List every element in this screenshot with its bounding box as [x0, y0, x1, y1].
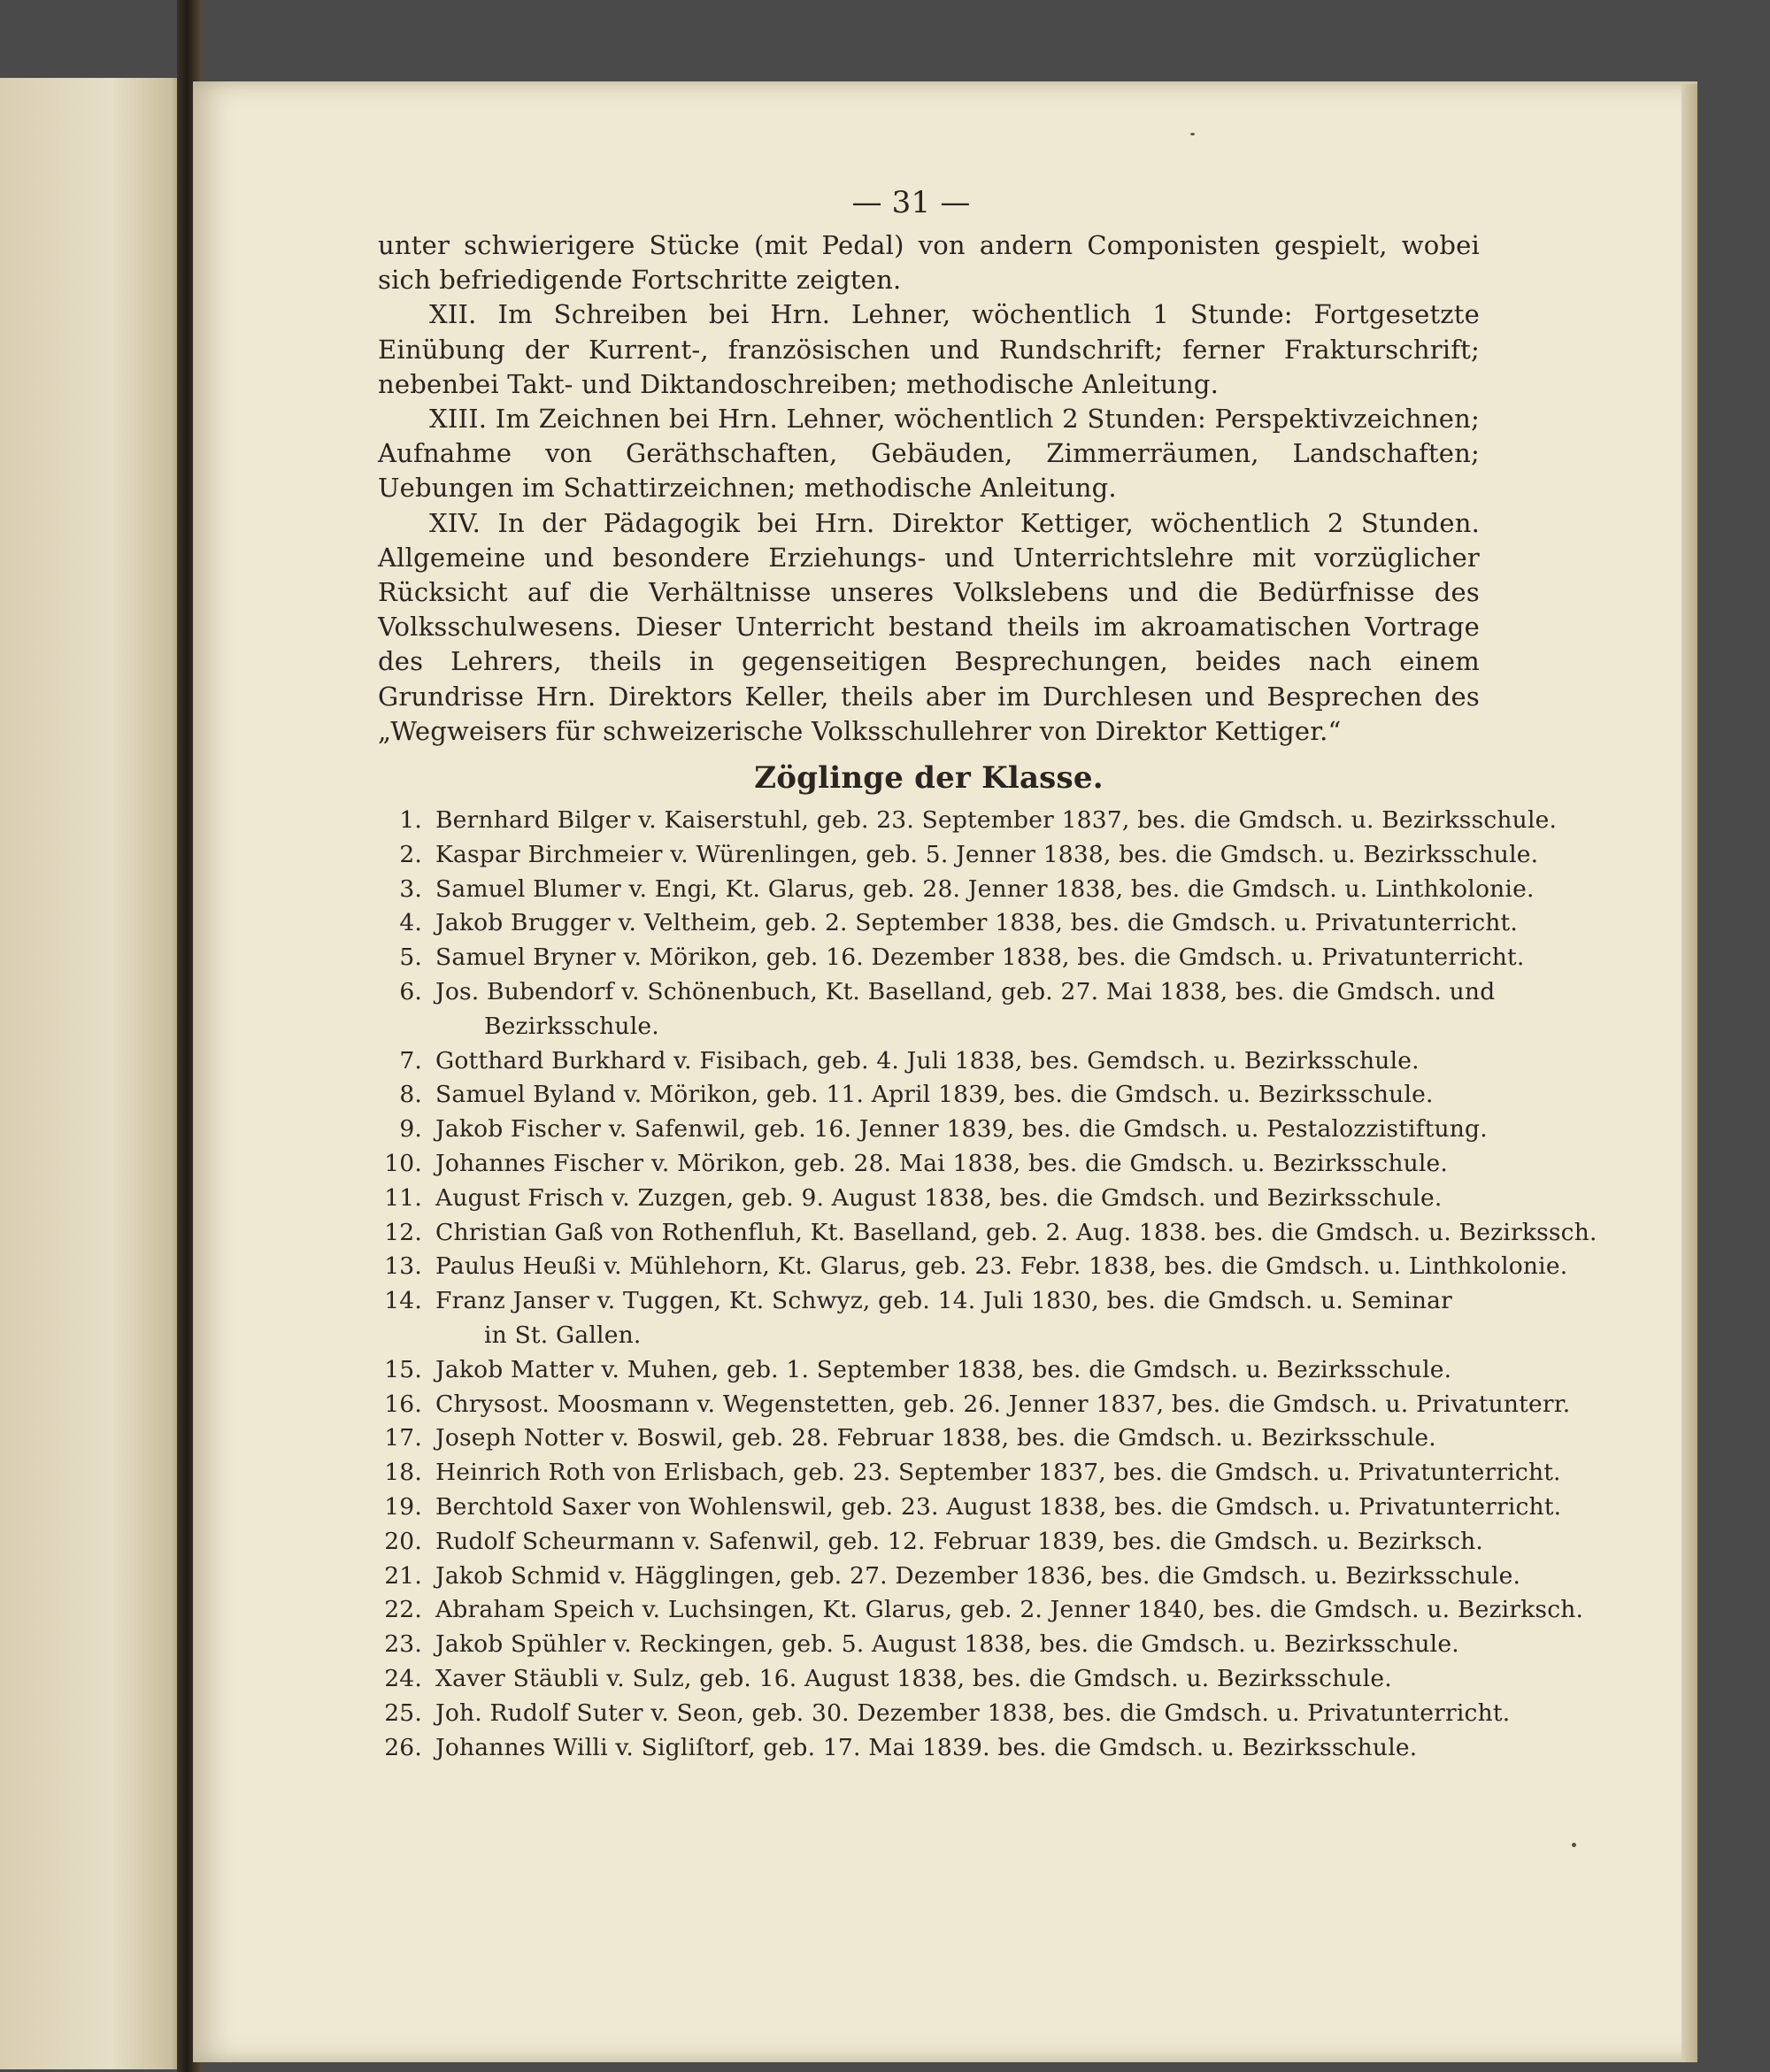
list-item	[378, 1353, 1480, 1388]
list-item-number: 22.	[384, 1596, 422, 1624]
list-item	[378, 1044, 1480, 1079]
list-item-text: Johannes Willi v. Sigliſtorf, geb. 17. Mai 1839. bes. die Gmdsch. u. Bezirksschule.	[435, 1733, 1418, 1761]
list-item-text: Heinrich Roth von Erlisbach, geb. 23. September 1837, bes. die Gmdsch. u. Privatunterricht.	[435, 1459, 1561, 1487]
list-item-number: 26.	[384, 1733, 422, 1761]
paragraph-text: XIII. Im Zeichnen bei Hrn. Lehner, wöchentlich 2 Stunden: Perspektivzeichnen; Aufnahme von Geräthschaften, Gebäuden, Zimmerräumen, Landschaften; Uebungen im Schattirzeichnen; methodische Anleitung.	[378, 404, 1480, 504]
paper-speck	[1572, 1843, 1576, 1847]
list-item-number: 2.	[399, 840, 422, 868]
list-item	[378, 804, 1558, 838]
list-item-text: Joh. Rudolf Suter v. Seon, geb. 30. Dezember 1838, bes. die Gmdsch. u. Privatunterricht.	[435, 1698, 1511, 1727]
list-item-number: 12.	[384, 1218, 422, 1246]
list-item	[378, 1113, 1488, 1147]
left-page-edge	[0, 78, 186, 2069]
list-item-text: Gotthard Burkhard v. Fisibach, geb. 4. Juli 1838, bes. Gemdsch. u. Bezirksschule.	[435, 1046, 1420, 1075]
list-item-text: Samuel Blumer v. Engi, Kt. Glarus, geb. 28. Jenner 1838, bes. die Gmdsch. u. Linthkolonie.	[435, 874, 1535, 903]
list-item	[378, 1421, 1480, 1456]
list-item-text: Abraham Speich v. Luchsingen, Kt. Glarus, geb. 2. Jenner 1840, bes. die Gmdsch. u. Bezirksch.	[435, 1596, 1584, 1624]
list-item-text: Joseph Notter v. Boswil, geb. 28. Februar 1838, bes. die Gmdsch. u. Bezirksschule.	[435, 1424, 1436, 1452]
list-item-number: 24.	[384, 1664, 422, 1692]
list-item	[378, 1662, 1480, 1697]
list-item	[378, 1284, 1480, 1353]
list-item-text: Franz Janser v. Tuggen, Kt. Schwyz, geb. 14. Juli 1830, bes. die Gmdsch. u. Seminar	[435, 1287, 1453, 1315]
list-item	[378, 1078, 1480, 1113]
paragraph-text: unter schwierigere Stücke (mit Pedal) von andern Componisten gespielt, wobei sich befriedigende Fortschritte zeigten.	[378, 230, 1480, 296]
list-item-text: Kaspar Birchmeier v. Würenlingen, geb. 5. Jenner 1838, bes. die Gmdsch. u. Bezirksschule.	[435, 840, 1539, 868]
list-item	[378, 1216, 1597, 1251]
list-item-number: 4.	[399, 909, 422, 937]
list-item-text: Jakob Schmid v. Hägglingen, geb. 27. Dezember 1836, bes. die Gmdsch. u. Bezirksschule.	[435, 1561, 1521, 1590]
list-item-text: Jakob Fischer v. Safenwil, geb. 16. Jenner 1839, bes. die Gmdsch. u. Pestalozzistiftung.	[435, 1115, 1488, 1144]
list-item	[378, 1250, 1568, 1284]
list-item-text: Samuel Bryner v. Mörikon, geb. 16. Dezember 1838, bes. die Gmdsch. u. Privatunterricht.	[435, 944, 1525, 972]
body-paragraphs	[378, 228, 1480, 749]
list-item-text: Chrysost. Moosmann v. Wegenstetten, geb. 26. Jenner 1837, bes. die Gmdsch. u. Privatunterr.	[435, 1390, 1571, 1418]
list-item-number: 5.	[399, 944, 422, 972]
list-item-text: Christian Gaß von Rothenfluh, Kt. Baselland, geb. 2. Aug. 1838. bes. die Gmdsch. u. Bezirkssch.	[435, 1218, 1597, 1246]
list-item	[378, 941, 1525, 975]
list-item-number: 11.	[384, 1183, 422, 1212]
list-item-text: Jos. Bubendorf v. Schönenbuch, Kt. Baselland, geb. 27. Mai 1838, bes. die Gmdsch. und	[435, 978, 1496, 1006]
list-item-number: 6.	[399, 978, 422, 1006]
list-item	[378, 1731, 1480, 1766]
list-item-number: 1.	[399, 806, 422, 835]
list-item-text: Jakob Matter v. Muhen, geb. 1. September 1838, bes. die Gmdsch. u. Bezirksschule.	[435, 1355, 1452, 1383]
list-item	[378, 1560, 1521, 1594]
list-item-text: Bernhard Bilger v. Kaiserstuhl, geb. 23. September 1837, bes. die Gmdsch. u. Bezirksschule.	[435, 806, 1558, 835]
student-list	[378, 804, 1597, 1765]
paragraph	[378, 297, 1480, 402]
list-item	[378, 1456, 1561, 1490]
list-item-number: 9.	[399, 1115, 422, 1144]
list-item-text: Berchtold Saxer von Wohlenswil, geb. 23. August 1838, bes. die Gmdsch. u. Privatunterricht.	[435, 1492, 1562, 1521]
list-item	[378, 1182, 1480, 1216]
paragraph-text: XIV. In der Pädagogik bei Hrn. Direktor Kettiger, wöchentlich 2 Stunden. Allgemeine und besondere Erziehungs- und Unterrichtslehre mit vorzüglicher Rücksicht auf die Verhältnisse unseres Volkslebens und die Bedürfnisse des Volksschulwesens. Dieser Unterricht bestand theils im akroamatischen Vortrage des Lehrers, theils in gegenseitigen Besprechungen, beides nach einem Grundrisse Hrn. Direktors Keller, theils aber im Durchlesen und Besprechen des „Wegweisers für schweizerische Volksschullehrer von Direktor Kettiger.“	[378, 507, 1480, 746]
list-item-text: Jakob Spühler v. Reckingen, geb. 5. August 1838, bes. die Gmdsch. u. Bezirksschule.	[435, 1630, 1459, 1659]
list-item-text: Jakob Brugger v. Veltheim, geb. 2. September 1838, bes. die Gmdsch. u. Privatunterricht.	[435, 909, 1518, 937]
page-number: — 31 —	[851, 185, 971, 220]
paragraph-text: XII. Im Schreiben bei Hrn. Lehner, wöchentlich 1 Stunde: Fortgesetzte Einübung der Kurrent-, französischen und Rundschrift; ferner Frakturschrift; nebenbei Takt- und Diktandoschreiben; methodische Anleitung.	[378, 299, 1480, 399]
list-item	[378, 975, 1496, 1044]
list-item-text: Xaver Stäubli v. Sulz, geb. 16. August 1838, bes. die Gmdsch. u. Bezirksschule.	[435, 1664, 1392, 1692]
list-item-text: Rudolf Scheurmann v. Safenwil, geb. 12. Februar 1839, bes. die Gmdsch. u. Bezirksch.	[435, 1527, 1484, 1555]
list-item-text: Johannes Fischer v. Mörikon, geb. 28. Mai 1838, bes. die Gmdsch. u. Bezirksschule.	[435, 1150, 1449, 1178]
list-item-number: 15.	[384, 1355, 422, 1383]
list-item-number: 19.	[384, 1492, 422, 1521]
list-item	[378, 1147, 1480, 1182]
paper-speck	[1190, 133, 1195, 135]
list-item-number: 14.	[384, 1287, 422, 1315]
list-item-text: Paulus Heußi v. Mühlehorn, Kt. Glarus, geb. 23. Febr. 1838, bes. die Gmdsch. u. Linthkolonie.	[435, 1252, 1568, 1281]
list-item-number: 16.	[384, 1390, 422, 1418]
list-item-text: August Frisch v. Zuzgen, geb. 9. August 1838, bes. die Gmdsch. und Bezirksschule.	[435, 1183, 1443, 1212]
list-item-number: 10.	[384, 1150, 422, 1178]
list-item	[378, 1490, 1562, 1525]
list-item-number: 23.	[384, 1630, 422, 1659]
list-item	[378, 1388, 1571, 1422]
page-text	[378, 177, 1597, 1765]
list-item-number: 20.	[384, 1527, 422, 1555]
list-item	[378, 1525, 1484, 1560]
list-item	[378, 1593, 1584, 1628]
list-item-number: 3.	[399, 874, 422, 903]
list-item-number: 13.	[384, 1252, 422, 1281]
list-item-number: 8.	[399, 1081, 422, 1109]
list-item	[378, 1697, 1511, 1731]
list-item	[378, 1628, 1480, 1662]
list-item-number: 18.	[384, 1459, 422, 1487]
paragraph	[378, 228, 1480, 297]
paragraph	[378, 506, 1480, 749]
page-edge	[1682, 84, 1697, 2062]
list-item-number: 17.	[384, 1424, 422, 1452]
list-item-number: 25.	[384, 1698, 422, 1727]
list-item	[378, 873, 1535, 907]
list-item-continuation: in St. Gallen.	[484, 1321, 642, 1349]
list-item	[378, 906, 1518, 941]
list-item-number: 7.	[399, 1046, 422, 1075]
list-item-number: 21.	[384, 1561, 422, 1590]
section-title: Zöglinge der Klasse.	[754, 760, 1104, 797]
paragraph	[378, 402, 1480, 506]
list-item-continuation: Bezirksschule.	[484, 1012, 659, 1040]
list-item	[378, 838, 1539, 873]
list-item-text: Samuel Byland v. Mörikon, geb. 11. April 1839, bes. die Gmdsch. u. Bezirksschule.	[435, 1081, 1434, 1109]
